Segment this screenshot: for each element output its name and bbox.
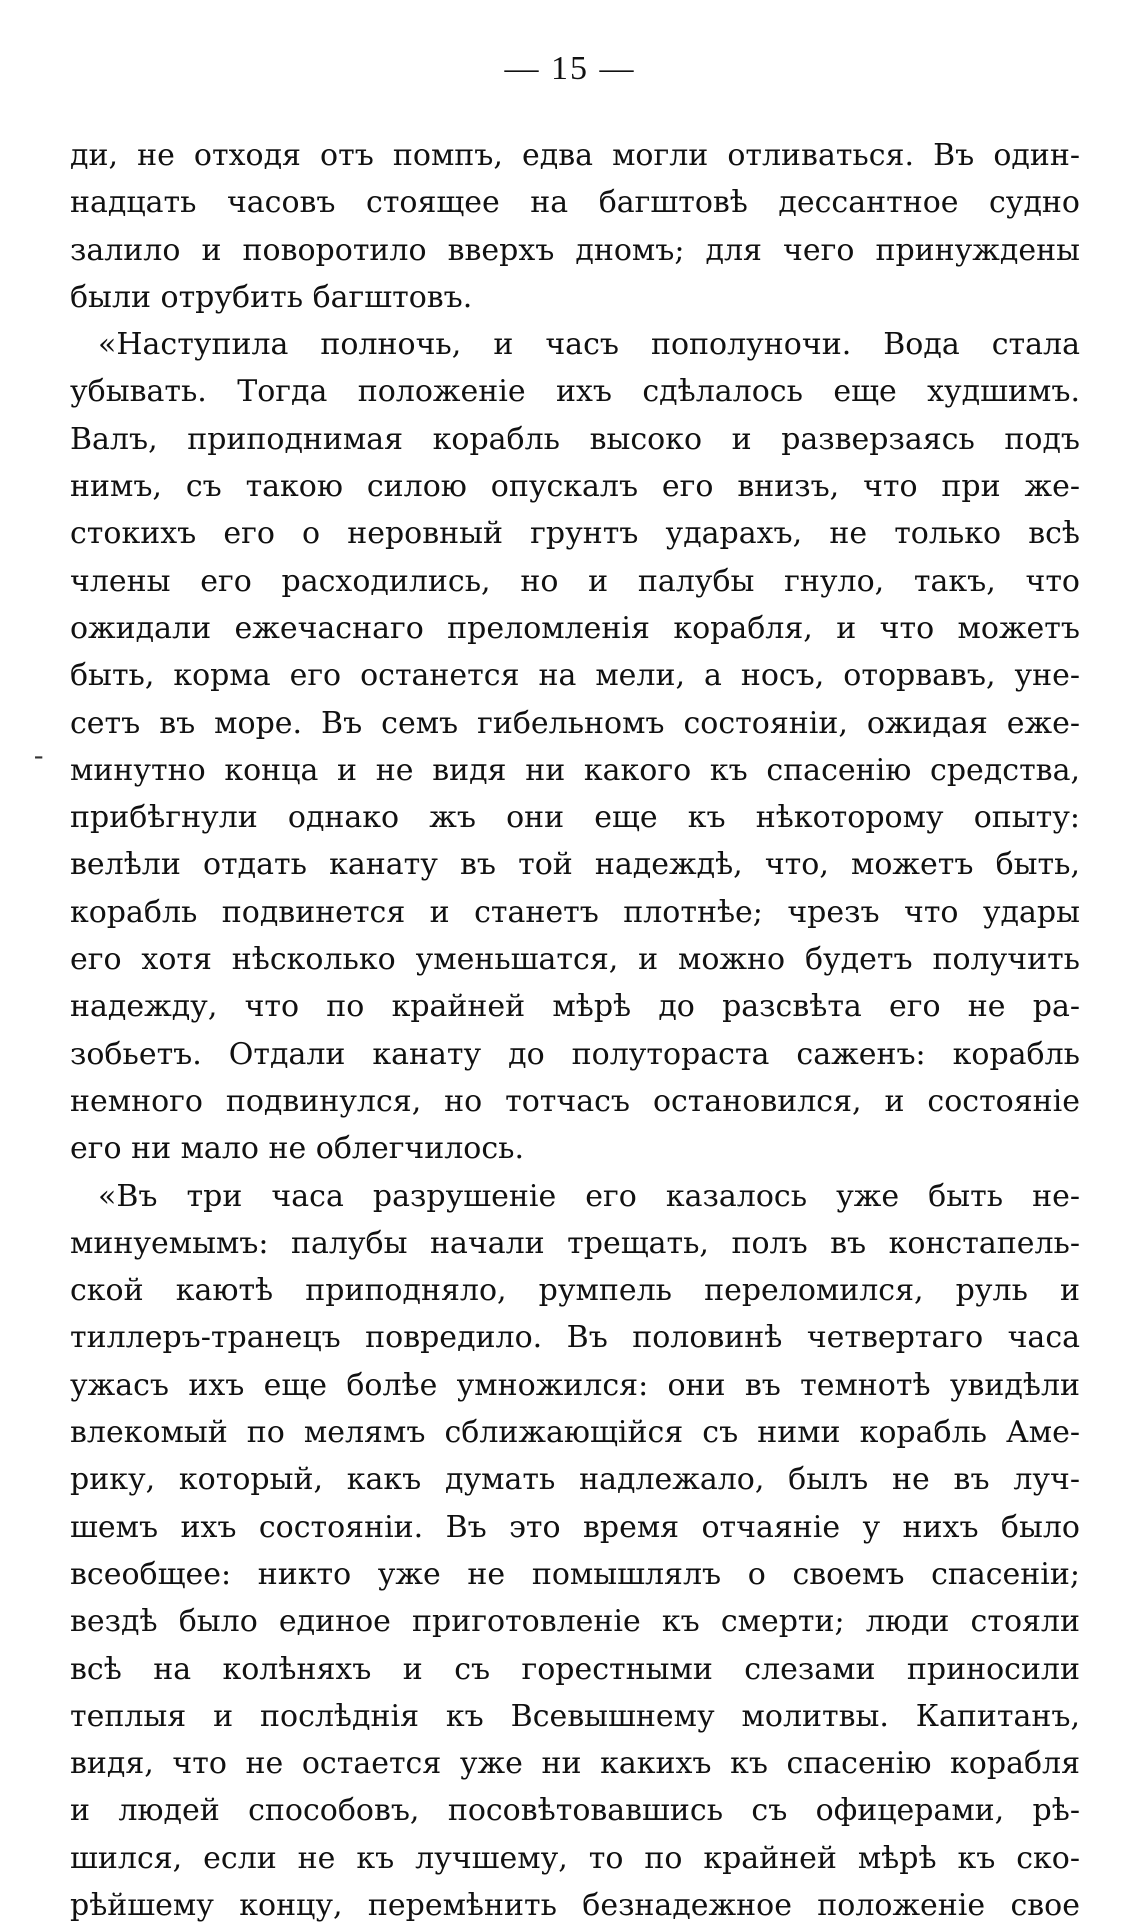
text-line: были отрубить багштовъ. [70, 279, 473, 315]
text-line: ской каютѣ приподняло, румпель переломился, руль и [70, 1273, 1080, 1309]
text-line: залило и поворотило вверхъ дномъ; для чего принуждены [70, 232, 1080, 268]
text-line: его хотя нѣсколько уменьшатся, и можно будетъ получить [70, 942, 1080, 978]
text-line: велѣли отдать канату въ той надеждѣ, что, можетъ быть, [70, 847, 1080, 883]
text-line: тиллеръ-транецъ повредило. Въ половинѣ четвертаго часа [70, 1320, 1080, 1356]
text-line: вездѣ было единое приготовленіе къ смерти; люди стояли [70, 1604, 1080, 1640]
body-text [70, 132, 1080, 1929]
page-number: — 15 — [504, 50, 636, 87]
text-line: шемъ ихъ состояніи. Въ это время отчаяніе у нихъ было [70, 1509, 1080, 1545]
text-line: ди, не отходя отъ помпъ, едва могли отливаться. Въ один- [70, 138, 1080, 173]
text-line: корабль подвинется и станетъ плотнѣе; чрезъ что удары [70, 894, 1080, 930]
text-line: влекомый по мелямъ сближающійся съ ними корабль Аме- [70, 1415, 1080, 1451]
paragraph-start-line: «Въ три часа разрушеніе его казалось уже быть не- [98, 1178, 1080, 1214]
text-line: сетъ въ море. Въ семъ гибельномъ состояніи, ожидая еже- [70, 705, 1080, 741]
text-line: надежду, что по крайней мѣрѣ до разсвѣта его не ра- [70, 989, 1080, 1025]
text-line: и людей способовъ, посовѣтовавшись съ офицерами, рѣ- [70, 1793, 1080, 1829]
text-line: видя, что не остается уже ни какихъ къ спасенію корабля [70, 1746, 1080, 1782]
text-line: члены его расходились, но и палубы гнуло, такъ, что [70, 563, 1080, 599]
margin-mark: - [34, 740, 44, 771]
text-line: минуемымъ: палубы начали трещать, полъ въ констапель- [70, 1225, 1080, 1261]
text-line: минутно конца и не видя ни какого къ спасенію средства, [70, 752, 1080, 788]
text-line: всеобщее: никто уже не помышлялъ о своемъ спасеніи; [70, 1556, 1080, 1592]
text-line: рику, который, какъ думать надлежало, былъ не въ луч- [70, 1462, 1080, 1498]
text-line: надцать часовъ стоящее на багштовѣ дессантное судно [70, 185, 1080, 221]
text-line: всѣ на колѣняхъ и съ горестными слезами приносили [70, 1651, 1080, 1687]
text-line: быть, корма его останется на мели, а носъ, оторвавъ, уне- [70, 658, 1080, 694]
text-line: Валъ, приподнимая корабль высоко и разверзаясь подъ [70, 421, 1080, 457]
text-line: убывать. Тогда положеніе ихъ сдѣлалось еще худшимъ. [70, 374, 1080, 410]
text-line: немного подвинулся, но тотчасъ остановился, и состояніе [70, 1083, 1080, 1119]
text-line: шился, если не къ лучшему, то по крайней мѣрѣ къ ско- [70, 1840, 1080, 1876]
paragraph-start-line: «Наступила полночь, и часъ пополуночи. Вода стала [98, 327, 1080, 363]
text-line: ужасъ ихъ еще болѣе умножился: они въ темнотѣ увидѣли [70, 1367, 1080, 1403]
text-line: прибѣгнули однако жъ они еще къ нѣкоторому опыту: [70, 800, 1080, 836]
text-line: зобьетъ. Отдали канату до полутораста саженъ: корабль [70, 1036, 1080, 1072]
text-line: его ни мало не облегчилось. [70, 1131, 525, 1167]
text-line: рѣйшему концу, перемѣнить безнадежное положеніе свое [70, 1887, 1080, 1923]
text-line: нимъ, съ такою силою опускалъ его внизъ, что при же- [70, 469, 1080, 505]
text-line: ожидали ежечаснаго преломленія корабля, и что можетъ [70, 610, 1080, 646]
text-line: теплыя и послѣднія къ Всевышнему молитвы. Капитанъ, [70, 1698, 1080, 1734]
text-line: стокихъ его о неровный грунтъ ударахъ, не только всѣ [70, 516, 1080, 552]
